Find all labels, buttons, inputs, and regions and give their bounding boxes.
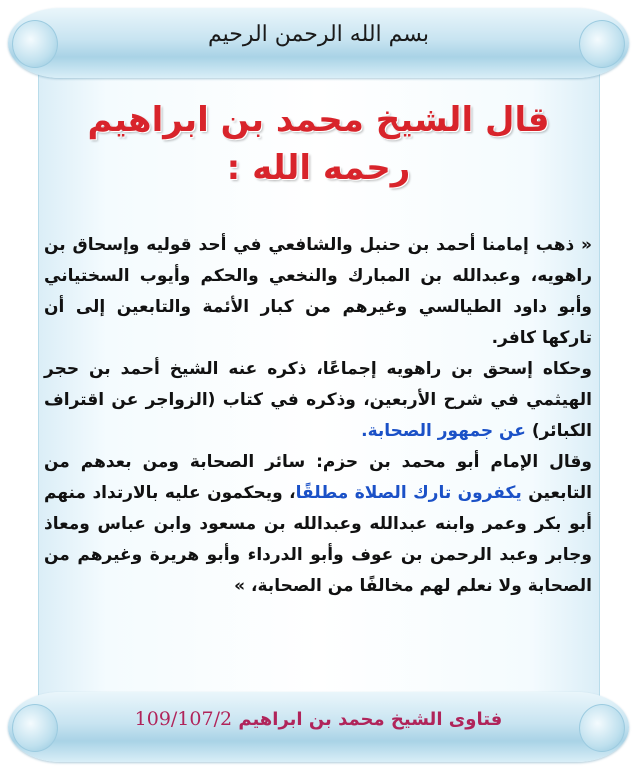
basmala-calligraphy: بسم الله الرحمن الرحيم (207, 22, 430, 47)
quote-highlight-1: عن جمهور الصحابة. (361, 421, 526, 441)
quote-body (44, 230, 592, 602)
source-label: فتاوى الشيخ محمد بن ابراهيم (238, 709, 503, 730)
quote-paragraph-3-text-a: وقال الإمام أبو محمد بن حزم: سائر الصحابة ومن بعدهم من التابعين (44, 452, 592, 503)
quote-paragraph-1: « ذهب إمامنا أحمد بن حنبل والشافعي في أحد قوليه وإسحاق بن راهويه، وعبدالله بن المبارك والنخعي والحكم وأيوب السختياني وأبو داود الطيالسي وغيرهم من كبار الأئمة والتابعين إلى أن تاركها كافر. (44, 235, 592, 348)
quote-paragraph-3 (44, 447, 592, 602)
quote-highlight-2: يكفرون تارك الصلاة مطلقًا (295, 483, 522, 503)
source-citation (0, 708, 637, 730)
title-line-1: قال الشيخ محمد بن ابراهيم (87, 100, 550, 140)
title-line-2: رحمه الله : (226, 148, 411, 188)
source-reference: 109/107/2 (134, 708, 233, 730)
page-title (30, 96, 607, 192)
quote-paragraph-3-text-b: ، ويحكمون عليه بالارتداد منهم أبو بكر وعمر وابنه عبدالله وعبدالله بن مسعود وابن عباس ومعاذ وجابر وعبد الرحمن بن عوف وأبو الدرداء وأبو هريرة وغيرهم من الصحابة ولا نعلم لهم مخالفًا من الصحابة، » (44, 483, 592, 596)
quote-paragraph-2 (44, 354, 592, 447)
quote-paragraph-2-text: وحكاه إسحق بن راهويه إجماعًا، ذكره عنه الشيخ أحمد بن حجر الهيثمي في شرح الأربعين، وذكره في كتاب (الزواجر عن اقتراف الكبائر) (44, 359, 592, 441)
